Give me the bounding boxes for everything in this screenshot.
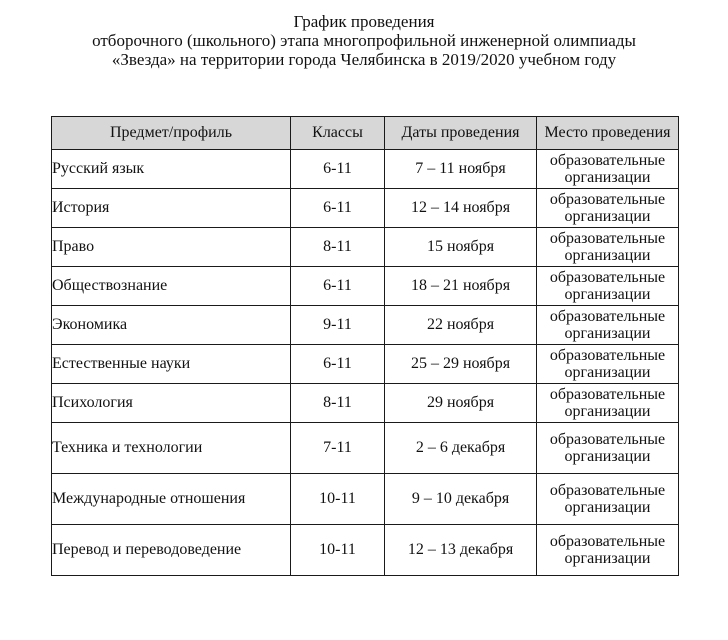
grades-cell: 6-11 <box>291 150 385 189</box>
dates-cell: 29 ноября <box>385 384 537 423</box>
dates-cell: 7 – 11 ноября <box>385 150 537 189</box>
title-line-3: «Звезда» на территории города Челябинска в 2019/2020 учебном году <box>111 50 617 69</box>
table-row <box>52 150 679 189</box>
place-line-1: образовательные <box>549 191 666 208</box>
dates-cell: 15 ноября <box>385 228 537 267</box>
grades-cell: 10-11 <box>291 474 385 525</box>
table-row <box>52 423 679 474</box>
table-row <box>52 306 679 345</box>
document-title <box>0 12 728 69</box>
grades-cell: 8-11 <box>291 384 385 423</box>
grades-cell: 6-11 <box>291 267 385 306</box>
table-row <box>52 474 679 525</box>
place-cell <box>537 345 679 384</box>
title-line-2: отборочного (школьного) этапа многопрофильной инженерной олимпиады <box>92 31 636 50</box>
schedule-table <box>51 116 679 576</box>
dates-cell: 2 – 6 декабря <box>385 423 537 474</box>
table-row <box>52 267 679 306</box>
grades-cell: 6-11 <box>291 345 385 384</box>
place-cell <box>537 525 679 576</box>
subject-cell: Право <box>52 228 291 267</box>
place-cell <box>537 423 679 474</box>
table-header-row <box>52 117 679 150</box>
place-line-1: образовательные <box>549 533 666 550</box>
dates-cell: 22 ноября <box>385 306 537 345</box>
place-line-2: организации <box>564 208 651 225</box>
dates-cell: 9 – 10 декабря <box>385 474 537 525</box>
place-line-2: организации <box>564 499 651 516</box>
grades-cell: 7-11 <box>291 423 385 474</box>
dates-cell: 12 – 13 декабря <box>385 525 537 576</box>
subject-cell: Психология <box>52 384 291 423</box>
place-cell <box>537 474 679 525</box>
grades-cell: 9-11 <box>291 306 385 345</box>
subject-cell: История <box>52 189 291 228</box>
table-row <box>52 384 679 423</box>
subject-cell: Техника и технологии <box>52 423 291 474</box>
grades-cell: 6-11 <box>291 189 385 228</box>
table-row <box>52 525 679 576</box>
place-line-2: организации <box>564 169 651 186</box>
subject-cell: Обществознание <box>52 267 291 306</box>
place-line-2: организации <box>564 403 651 420</box>
column-header-dates: Даты проведения <box>385 117 537 150</box>
place-line-2: организации <box>564 247 651 264</box>
place-cell <box>537 150 679 189</box>
table-row <box>52 345 679 384</box>
place-cell <box>537 306 679 345</box>
place-line-1: образовательные <box>549 152 666 169</box>
subject-cell: Международные отношения <box>52 474 291 525</box>
title-line-1: График проведения <box>293 12 435 31</box>
column-header-grades: Классы <box>291 117 385 150</box>
dates-cell: 25 – 29 ноября <box>385 345 537 384</box>
place-line-1: образовательные <box>549 308 666 325</box>
place-cell <box>537 228 679 267</box>
place-line-2: организации <box>564 550 651 567</box>
subject-cell: Русский язык <box>52 150 291 189</box>
place-line-1: образовательные <box>549 347 666 364</box>
place-line-2: организации <box>564 448 651 465</box>
column-header-subject: Предмет/профиль <box>52 117 291 150</box>
grades-cell: 8-11 <box>291 228 385 267</box>
place-line-2: организации <box>564 325 651 342</box>
subject-cell: Перевод и переводоведение <box>52 525 291 576</box>
subject-cell: Экономика <box>52 306 291 345</box>
place-cell <box>537 384 679 423</box>
dates-cell: 18 – 21 ноября <box>385 267 537 306</box>
place-cell <box>537 189 679 228</box>
place-line-1: образовательные <box>549 386 666 403</box>
place-cell <box>537 267 679 306</box>
place-line-1: образовательные <box>549 230 666 247</box>
table-row <box>52 189 679 228</box>
subject-cell: Естественные науки <box>52 345 291 384</box>
column-header-place: Место проведения <box>537 117 679 150</box>
place-line-2: организации <box>564 364 651 381</box>
table-row <box>52 228 679 267</box>
place-line-1: образовательные <box>549 482 666 499</box>
place-line-2: организации <box>564 286 651 303</box>
place-line-1: образовательные <box>549 269 666 286</box>
grades-cell: 10-11 <box>291 525 385 576</box>
place-line-1: образовательные <box>549 431 666 448</box>
dates-cell: 12 – 14 ноября <box>385 189 537 228</box>
